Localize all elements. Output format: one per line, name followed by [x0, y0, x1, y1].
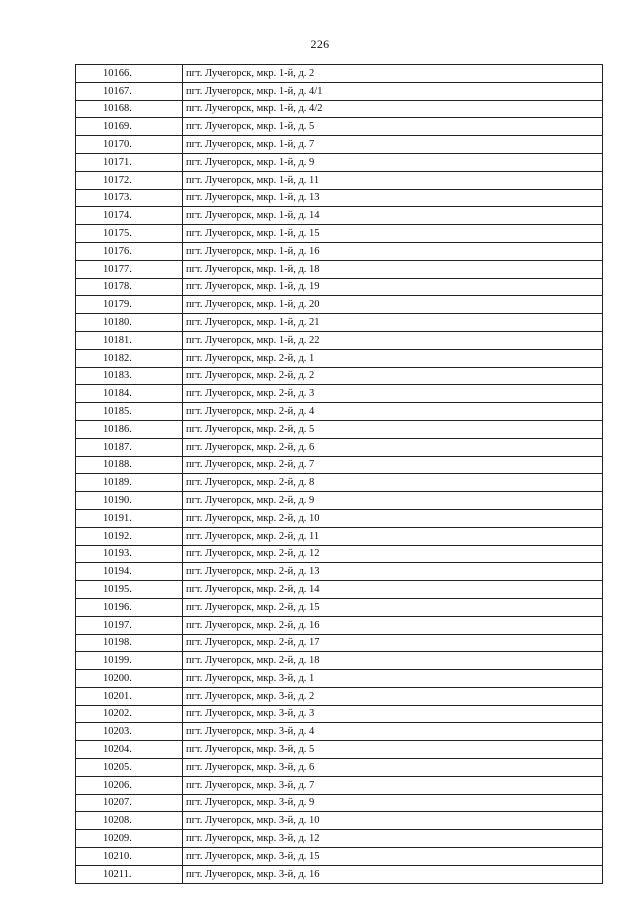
row-number-cell: 10174. [76, 207, 183, 225]
row-number-cell: 10208. [76, 812, 183, 830]
table-row [76, 616, 603, 634]
row-number-cell: 10184. [76, 385, 183, 403]
address-cell: пгт. Лучегорск, мкр. 1-й, д. 2 [183, 65, 603, 83]
table-row [76, 670, 603, 688]
address-cell: пгт. Лучегорск, мкр. 2-й, д. 5 [183, 420, 603, 438]
address-table [75, 64, 603, 884]
address-cell: пгт. Лучегорск, мкр. 1-й, д. 7 [183, 136, 603, 154]
address-cell: пгт. Лучегорск, мкр. 2-й, д. 10 [183, 509, 603, 527]
row-number-cell: 10211. [76, 865, 183, 883]
address-cell: пгт. Лучегорск, мкр. 3-й, д. 5 [183, 741, 603, 759]
address-cell: пгт. Лучегорск, мкр. 2-й, д. 2 [183, 367, 603, 385]
address-cell: пгт. Лучегорск, мкр. 1-й, д. 14 [183, 207, 603, 225]
table-row [76, 652, 603, 670]
table-row [76, 100, 603, 118]
address-cell: пгт. Лучегорск, мкр. 2-й, д. 7 [183, 456, 603, 474]
table-row [76, 581, 603, 599]
address-cell: пгт. Лучегорск, мкр. 3-й, д. 10 [183, 812, 603, 830]
table-row [76, 385, 603, 403]
address-cell: пгт. Лучегорск, мкр. 3-й, д. 6 [183, 759, 603, 777]
row-number-cell: 10173. [76, 189, 183, 207]
page-number: 226 [310, 37, 330, 51]
table-row [76, 812, 603, 830]
row-number-cell: 10200. [76, 670, 183, 688]
address-cell: пгт. Лучегорск, мкр. 2-й, д. 12 [183, 545, 603, 563]
row-number-cell: 10196. [76, 598, 183, 616]
row-number-cell: 10205. [76, 759, 183, 777]
address-table-body [76, 65, 603, 884]
table-row [76, 634, 603, 652]
table-row [76, 225, 603, 243]
row-number-cell: 10186. [76, 420, 183, 438]
row-number-cell: 10201. [76, 687, 183, 705]
row-number-cell: 10190. [76, 492, 183, 510]
address-cell: пгт. Лучегорск, мкр. 1-й, д. 18 [183, 260, 603, 278]
row-number-cell: 10210. [76, 848, 183, 866]
address-cell: пгт. Лучегорск, мкр. 1-й, д. 5 [183, 118, 603, 136]
table-row [76, 848, 603, 866]
row-number-cell: 10194. [76, 563, 183, 581]
table-row [76, 403, 603, 421]
table-row [76, 527, 603, 545]
table-row [76, 367, 603, 385]
row-number-cell: 10176. [76, 242, 183, 260]
table-row [76, 260, 603, 278]
address-cell: пгт. Лучегорск, мкр. 1-й, д. 13 [183, 189, 603, 207]
table-row [76, 189, 603, 207]
address-cell: пгт. Лучегорск, мкр. 3-й, д. 7 [183, 776, 603, 794]
address-cell: пгт. Лучегорск, мкр. 3-й, д. 9 [183, 794, 603, 812]
row-number-cell: 10198. [76, 634, 183, 652]
table-row [76, 545, 603, 563]
row-number-cell: 10195. [76, 581, 183, 599]
address-cell: пгт. Лучегорск, мкр. 2-й, д. 6 [183, 438, 603, 456]
address-cell: пгт. Лучегорск, мкр. 1-й, д. 20 [183, 296, 603, 314]
address-cell: пгт. Лучегорск, мкр. 1-й, д. 16 [183, 242, 603, 260]
table-row [76, 171, 603, 189]
row-number-cell: 10185. [76, 403, 183, 421]
table-row [76, 82, 603, 100]
address-cell: пгт. Лучегорск, мкр. 2-й, д. 8 [183, 474, 603, 492]
table-row [76, 314, 603, 332]
table-row [76, 598, 603, 616]
table-row [76, 794, 603, 812]
table-row [76, 776, 603, 794]
row-number-cell: 10199. [76, 652, 183, 670]
address-cell: пгт. Лучегорск, мкр. 1-й, д. 19 [183, 278, 603, 296]
address-cell: пгт. Лучегорск, мкр. 2-й, д. 15 [183, 598, 603, 616]
row-number-cell: 10167. [76, 82, 183, 100]
row-number-cell: 10169. [76, 118, 183, 136]
table-row [76, 705, 603, 723]
table-row [76, 420, 603, 438]
row-number-cell: 10188. [76, 456, 183, 474]
row-number-cell: 10171. [76, 153, 183, 171]
address-cell: пгт. Лучегорск, мкр. 1-й, д. 15 [183, 225, 603, 243]
row-number-cell: 10206. [76, 776, 183, 794]
address-cell: пгт. Лучегорск, мкр. 3-й, д. 2 [183, 687, 603, 705]
address-cell: пгт. Лучегорск, мкр. 2-й, д. 16 [183, 616, 603, 634]
address-cell: пгт. Лучегорск, мкр. 3-й, д. 4 [183, 723, 603, 741]
row-number-cell: 10170. [76, 136, 183, 154]
table-row [76, 509, 603, 527]
address-cell: пгт. Лучегорск, мкр. 2-й, д. 18 [183, 652, 603, 670]
row-number-cell: 10203. [76, 723, 183, 741]
table-row [76, 865, 603, 883]
row-number-cell: 10177. [76, 260, 183, 278]
row-number-cell: 10197. [76, 616, 183, 634]
table-row [76, 687, 603, 705]
address-cell: пгт. Лучегорск, мкр. 3-й, д. 15 [183, 848, 603, 866]
row-number-cell: 10172. [76, 171, 183, 189]
table-row [76, 207, 603, 225]
row-number-cell: 10166. [76, 65, 183, 83]
address-cell: пгт. Лучегорск, мкр. 2-й, д. 9 [183, 492, 603, 510]
row-number-cell: 10175. [76, 225, 183, 243]
address-cell: пгт. Лучегорск, мкр. 2-й, д. 4 [183, 403, 603, 421]
table-row [76, 741, 603, 759]
address-cell: пгт. Лучегорск, мкр. 2-й, д. 17 [183, 634, 603, 652]
table-row [76, 830, 603, 848]
address-cell: пгт. Лучегорск, мкр. 2-й, д. 11 [183, 527, 603, 545]
table-row [76, 242, 603, 260]
row-number-cell: 10192. [76, 527, 183, 545]
address-cell: пгт. Лучегорск, мкр. 1-й, д. 22 [183, 331, 603, 349]
row-number-cell: 10193. [76, 545, 183, 563]
row-number-cell: 10187. [76, 438, 183, 456]
address-cell: пгт. Лучегорск, мкр. 1-й, д. 4/2 [183, 100, 603, 118]
table-row [76, 723, 603, 741]
row-number-cell: 10180. [76, 314, 183, 332]
row-number-cell: 10179. [76, 296, 183, 314]
table-row [76, 759, 603, 777]
address-cell: пгт. Лучегорск, мкр. 2-й, д. 1 [183, 349, 603, 367]
address-cell: пгт. Лучегорск, мкр. 1-й, д. 4/1 [183, 82, 603, 100]
row-number-cell: 10204. [76, 741, 183, 759]
address-cell: пгт. Лучегорск, мкр. 2-й, д. 3 [183, 385, 603, 403]
table-row [76, 296, 603, 314]
row-number-cell: 10189. [76, 474, 183, 492]
address-cell: пгт. Лучегорск, мкр. 2-й, д. 13 [183, 563, 603, 581]
table-row [76, 474, 603, 492]
table-row [76, 349, 603, 367]
address-cell: пгт. Лучегорск, мкр. 1-й, д. 9 [183, 153, 603, 171]
address-cell: пгт. Лучегорск, мкр. 3-й, д. 12 [183, 830, 603, 848]
address-cell: пгт. Лучегорск, мкр. 1-й, д. 11 [183, 171, 603, 189]
row-number-cell: 10191. [76, 509, 183, 527]
table-row [76, 456, 603, 474]
address-cell: пгт. Лучегорск, мкр. 2-й, д. 14 [183, 581, 603, 599]
row-number-cell: 10207. [76, 794, 183, 812]
row-number-cell: 10168. [76, 100, 183, 118]
row-number-cell: 10181. [76, 331, 183, 349]
table-row [76, 438, 603, 456]
row-number-cell: 10202. [76, 705, 183, 723]
row-number-cell: 10183. [76, 367, 183, 385]
row-number-cell: 10178. [76, 278, 183, 296]
table-row [76, 136, 603, 154]
table-row [76, 278, 603, 296]
row-number-cell: 10182. [76, 349, 183, 367]
address-cell: пгт. Лучегорск, мкр. 3-й, д. 3 [183, 705, 603, 723]
table-row [76, 563, 603, 581]
table-row [76, 65, 603, 83]
table-row [76, 118, 603, 136]
address-cell: пгт. Лучегорск, мкр. 3-й, д. 1 [183, 670, 603, 688]
table-row [76, 331, 603, 349]
address-cell: пгт. Лучегорск, мкр. 3-й, д. 16 [183, 865, 603, 883]
table-row [76, 492, 603, 510]
address-cell: пгт. Лучегорск, мкр. 1-й, д. 21 [183, 314, 603, 332]
table-row [76, 153, 603, 171]
row-number-cell: 10209. [76, 830, 183, 848]
